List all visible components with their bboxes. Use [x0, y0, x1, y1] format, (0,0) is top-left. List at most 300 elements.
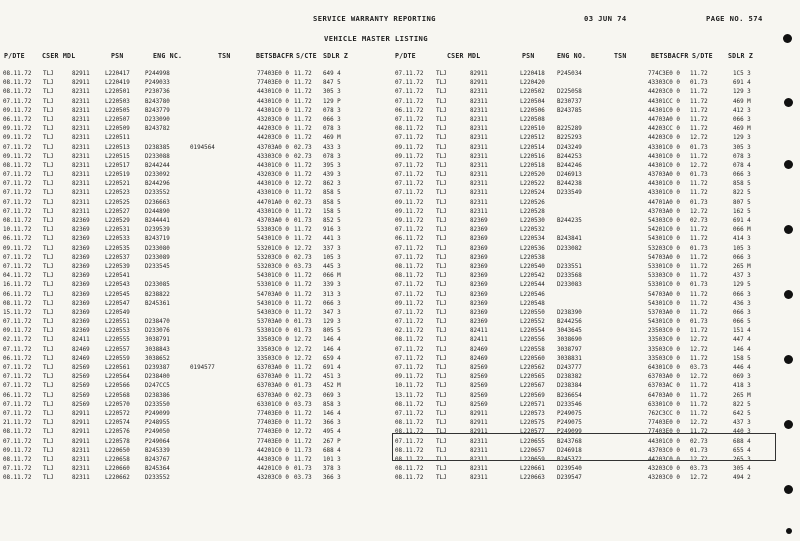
cell-pdte: 08.11.72 [395, 126, 424, 133]
col-header-tsn-right: TSN [614, 52, 627, 60]
cell-sdlr: 858 3 [323, 401, 341, 408]
table-row [0, 474, 800, 483]
cell-mdl: 82569 [470, 365, 488, 371]
cell-bets: 43703A0 0 [257, 144, 289, 151]
cell-psn: L220501 [105, 89, 130, 96]
table-row [0, 107, 800, 116]
cell-mdl: 82369 [72, 291, 90, 298]
table-row [0, 300, 800, 309]
cell-sdte: 11.72 [690, 236, 708, 243]
cell-sdte: 11.72 [294, 291, 312, 298]
cell-eng: D238385 [145, 144, 170, 151]
cell-eng: D243249 [557, 144, 582, 151]
cell-psn: L220541 [105, 273, 130, 280]
cell-eng: B244253 [557, 153, 582, 160]
cell-eng: B243782 [145, 126, 170, 133]
cell-sdte: 12.72 [690, 162, 708, 169]
cell-psn: L220518 [520, 162, 545, 169]
cell-sdte: 01.73 [690, 172, 708, 179]
cell-sdlr: 655 4 [733, 447, 751, 454]
cell-mdl: 82569 [470, 401, 488, 408]
cell-sdlr: 433 3 [323, 144, 341, 151]
cell-bets: 43203C0 0 [257, 172, 289, 179]
cell-pdte: 09.11.72 [3, 328, 32, 335]
cell-sdlr: 439 3 [323, 172, 341, 179]
cell-bets: 77403E0 0 [257, 80, 289, 87]
cell-sdlr: 146 4 [323, 346, 341, 353]
cell-mdl: 82411 [470, 328, 488, 335]
cell-sdlr: 688 4 [733, 438, 751, 445]
cell-sdte: 11.72 [294, 227, 312, 234]
cell-bets: 63703AC 0 [648, 383, 680, 390]
cell-cser: TLJ [436, 245, 447, 252]
cell-mdl: 82311 [470, 116, 488, 123]
cell-cser: TLJ [43, 392, 54, 399]
cell-psn: L220509 [105, 126, 130, 133]
cell-psn: L220524 [520, 190, 545, 197]
cell-eng: 3038791 [145, 337, 170, 344]
cell-sdlr: 688 4 [323, 447, 341, 454]
cell-pdte: 21.11.72 [3, 420, 32, 427]
cell-psn: L220659 [520, 456, 545, 463]
cell-bets: 43703C0 0 [648, 447, 680, 454]
cell-bets: 53303C0 0 [648, 273, 680, 280]
cell-eng: P249064 [145, 438, 170, 445]
cell-psn: L220545 [105, 291, 130, 298]
cell-cser: TLJ [43, 107, 54, 114]
cell-sdlr: 441 3 [323, 236, 341, 243]
cell-pdte: 08.11.72 [395, 401, 424, 408]
table-row [0, 125, 800, 134]
cell-pdte: 06.11.72 [3, 236, 32, 243]
cell-pdte: 07.11.72 [395, 355, 424, 362]
cell-sdlr: 437 3 [733, 273, 751, 280]
table-row [0, 346, 800, 355]
cell-psn: L220531 [105, 227, 130, 234]
cell-cser: TLJ [43, 383, 54, 390]
cell-psn: L220503 [105, 98, 130, 105]
cell-cser: TLJ [436, 355, 447, 362]
cell-mdl: 82569 [72, 365, 90, 371]
cell-eng: B244246 [557, 162, 582, 169]
cell-psn: L220540 [520, 263, 545, 270]
cell-bets: 54301C0 0 [648, 236, 680, 243]
cell-sdte: 02.73 [294, 199, 312, 206]
cell-eng: D243777 [557, 365, 582, 371]
cell-bets: 54703A0 0 [257, 291, 289, 298]
cell-cser: TLJ [436, 466, 447, 473]
cell-eng: D233552 [145, 475, 170, 482]
cell-sdlr: 1C5 3 [733, 71, 751, 77]
cell-sdlr: 691 4 [733, 80, 751, 87]
cell-sdlr: 414 3 [733, 236, 751, 243]
cell-pdte: 07.11.72 [3, 401, 32, 408]
cell-bets: 53301C0 0 [648, 263, 680, 270]
table-row [0, 153, 800, 162]
cell-eng: 3043645 [557, 328, 582, 335]
cell-eng: D233545 [145, 263, 170, 270]
cell-psn: L220522 [520, 181, 545, 188]
cell-cser: TLJ [43, 438, 54, 445]
cell-sdte: 11.72 [294, 89, 312, 96]
cell-bets: 63703A0 0 [257, 383, 289, 390]
cell-psn: L220539 [105, 263, 130, 270]
cell-mdl: 82369 [72, 245, 90, 252]
cell-sdte: 12.72 [294, 355, 312, 362]
cell-psn: L220561 [105, 365, 130, 371]
cell-cser: TLJ [436, 410, 447, 417]
cell-eng: B230737 [557, 98, 582, 105]
cell-sdlr: 265 3 [733, 456, 751, 463]
cell-sdlr: 146 4 [733, 346, 751, 353]
cell-eng: P248955 [145, 420, 170, 427]
cell-cser: TLJ [43, 208, 54, 215]
cell-sdte: 11.72 [294, 190, 312, 197]
cell-bets: 23503C0 0 [648, 328, 680, 335]
cell-sdte: 11.72 [294, 208, 312, 215]
cell-bets: 53203C0 0 [257, 254, 289, 261]
cell-pdte: 07.11.72 [3, 438, 32, 445]
cell-psn: L220572 [105, 410, 130, 417]
cell-sdlr: 436 3 [733, 300, 751, 307]
cell-psn: L220527 [105, 208, 130, 215]
cell-pdte: 08.11.72 [3, 456, 32, 463]
cell-psn: L220569 [520, 392, 545, 399]
cell-psn: L220571 [520, 401, 545, 408]
cell-sdlr: 469 M [323, 135, 341, 142]
cell-mdl: 82469 [470, 346, 488, 353]
cell-bets: 63301C0 0 [648, 401, 680, 408]
cell-sdte: 11.72 [294, 300, 312, 307]
table-row [0, 134, 800, 143]
cell-pdte: 09.11.72 [395, 218, 424, 224]
cell-bets: 77403E0 0 [648, 420, 680, 427]
table-row [0, 180, 800, 189]
col-header-sdlr-left: SDLR Z [323, 52, 349, 60]
cell-cser: TLJ [436, 273, 447, 280]
cell-eng: D239540 [557, 466, 582, 473]
cell-cser: TLJ [436, 300, 447, 307]
punch-hole [784, 225, 793, 234]
cell-sdlr: 305 3 [733, 144, 751, 151]
cell-mdl: 82369 [470, 227, 488, 234]
cell-pdte: 08.11.72 [3, 218, 32, 224]
cell-cser: TLJ [436, 116, 447, 123]
cell-sdlr: 078 4 [733, 162, 751, 169]
cell-sdlr: 129 3 [733, 89, 751, 96]
cell-pdte: 07.11.72 [395, 282, 424, 289]
cell-pdte: 07.11.72 [3, 374, 32, 381]
cell-bets: 44203CC 0 [648, 126, 680, 133]
cell-sdte: 11.72 [294, 456, 312, 463]
cell-psn: L220658 [105, 456, 130, 463]
cell-sdlr: 069 3 [323, 392, 341, 399]
cell-mdl: 82569 [72, 401, 90, 408]
table-row [0, 373, 800, 382]
cell-bets: 53703A0 0 [648, 309, 680, 316]
cell-bets: 53203C0 0 [257, 263, 289, 270]
cell-cser: TLJ [43, 153, 54, 160]
cell-pdte: 07.11.72 [395, 162, 424, 169]
cell-sdte: 11.72 [294, 420, 312, 427]
cell-mdl: 82311 [72, 208, 90, 215]
cell-sdte: 03.73 [294, 263, 312, 270]
cell-sdte: 11.72 [690, 300, 708, 307]
cell-mdl: 82311 [72, 475, 90, 482]
table-row [0, 309, 800, 318]
cell-mdl: 82911 [72, 429, 90, 436]
highlight-box [392, 433, 776, 461]
cell-eng: 3038797 [557, 346, 582, 353]
cell-psn: L220530 [520, 218, 545, 224]
cell-sdlr: 129 3 [733, 135, 751, 142]
cell-cser: TLJ [43, 365, 54, 371]
cell-sdlr: 659 4 [323, 355, 341, 362]
cell-psn: L220507 [105, 116, 130, 123]
cell-eng: B225289 [557, 126, 582, 133]
punch-hole [784, 160, 793, 169]
cell-sdte: 01.73 [690, 319, 708, 326]
cell-psn: L220519 [105, 172, 130, 179]
cell-mdl: 82311 [72, 126, 90, 133]
cell-mdl: 82369 [470, 254, 488, 261]
table-row [0, 226, 800, 235]
cell-tsn: 0194577 [190, 365, 215, 371]
cell-mdl: 82311 [72, 190, 90, 197]
cell-mdl: 82311 [470, 181, 488, 188]
page-number: PAGE NO. 574 [706, 14, 763, 23]
cell-cser: TLJ [43, 429, 54, 436]
cell-cser: TLJ [436, 162, 447, 169]
cell-pdte: 07.11.72 [3, 144, 32, 151]
cell-bets: 43203C0 0 [648, 475, 680, 482]
cell-pdte: 07.11.72 [395, 438, 424, 445]
cell-bets: 54301C0 0 [257, 236, 289, 243]
table-row [0, 291, 800, 300]
cell-eng: D244890 [145, 208, 170, 215]
cell-eng: D233546 [557, 401, 582, 408]
cell-mdl: 82569 [72, 383, 90, 390]
cell-pdte: 16.11.72 [3, 282, 32, 289]
cell-sdlr: 418 3 [733, 383, 751, 390]
cell-bets: 44201C0 0 [257, 466, 289, 473]
cell-sdlr: 305 4 [733, 466, 751, 473]
cell-bets: 43703A0 0 [648, 172, 680, 179]
cell-pdte: 06.11.72 [3, 392, 32, 399]
cell-cser: TLJ [43, 466, 54, 473]
cell-sdte: 11.72 [690, 392, 708, 399]
cell-cser: TLJ [43, 116, 54, 123]
cell-pdte: 07.11.72 [3, 172, 32, 179]
cell-sdte: 11.72 [690, 181, 708, 188]
cell-bets: 44203C0 0 [648, 135, 680, 142]
cell-sdte: 01.73 [690, 245, 708, 252]
cell-sdte: 12.72 [690, 456, 708, 463]
cell-pdte: 07.11.72 [395, 181, 424, 188]
cell-sdlr: 146 4 [323, 337, 341, 344]
cell-bets: 54201C0 0 [648, 227, 680, 234]
cell-eng: D233080 [145, 245, 170, 252]
cell-eng: D233090 [145, 116, 170, 123]
cell-bets: 54301C0 0 [648, 300, 680, 307]
cell-psn: L220548 [520, 300, 545, 307]
cell-bets: 54703A0 0 [648, 291, 680, 298]
cell-psn: L220553 [105, 328, 130, 335]
cell-sdlr: 469 M [733, 98, 751, 105]
cell-mdl: 82911 [470, 71, 488, 77]
table-row [0, 318, 800, 327]
cell-sdlr: 495 4 [323, 429, 341, 436]
cell-eng: D236663 [145, 199, 170, 206]
table-row [0, 70, 800, 79]
cell-sdlr: 691 4 [323, 365, 341, 371]
cell-cser: TLJ [436, 475, 447, 482]
cell-bets: 44303C0 0 [257, 456, 289, 463]
report-title: SERVICE WARRANTY REPORTING [313, 14, 436, 23]
cell-mdl: 82311 [72, 199, 90, 206]
table-row [0, 245, 800, 254]
cell-mdl: 82911 [72, 80, 90, 87]
cell-cser: TLJ [43, 254, 54, 261]
table-row [0, 98, 800, 107]
cell-sdte: 11.72 [690, 71, 708, 77]
cell-cser: TLJ [43, 190, 54, 197]
cell-psn: L220650 [105, 447, 130, 454]
cell-bets: 43301C0 0 [257, 190, 289, 197]
cell-bets: 43703A0 0 [648, 208, 680, 215]
cell-cser: TLJ [43, 144, 54, 151]
cell-psn: L220556 [520, 337, 545, 344]
cell-eng: P249075 [557, 420, 582, 427]
cell-pdte: 07.11.72 [395, 254, 424, 261]
cell-cser: TLJ [436, 263, 447, 270]
cell-sdlr: 066 M [323, 273, 341, 280]
cell-bets: 43301C0 0 [257, 208, 289, 215]
cell-sdlr: 129 5 [733, 282, 751, 289]
cell-cser: TLJ [43, 374, 54, 381]
cell-mdl: 82311 [72, 447, 90, 454]
cell-mdl: 82311 [470, 208, 488, 215]
table-row [0, 217, 800, 226]
cell-eng: D233552 [145, 190, 170, 197]
cell-cser: TLJ [43, 291, 54, 298]
cell-eng: D239547 [557, 475, 582, 482]
cell-cser: TLJ [43, 89, 54, 96]
col-header-cser-right: CSER MDL [447, 52, 481, 60]
cell-eng: D233568 [557, 273, 582, 280]
cell-pdte: 07.11.72 [3, 254, 32, 261]
cell-mdl: 82311 [72, 456, 90, 463]
cell-mdl: 82311 [72, 172, 90, 179]
cell-eng: D238382 [557, 374, 582, 381]
cell-sdlr: 691 4 [733, 218, 751, 224]
cell-psn: L220538 [520, 254, 545, 261]
cell-mdl: 82311 [72, 153, 90, 160]
cell-eng: D246913 [557, 172, 582, 179]
table-row [0, 401, 800, 410]
cell-mdl: 82369 [72, 227, 90, 234]
cell-mdl: 82311 [72, 162, 90, 169]
cell-pdte: 07.11.72 [3, 410, 32, 417]
cell-mdl: 82311 [72, 144, 90, 151]
cell-mdl: 82369 [72, 282, 90, 289]
cell-cser: TLJ [43, 456, 54, 463]
cell-mdl: 82311 [470, 126, 488, 133]
cell-pdte: 07.11.72 [395, 365, 424, 371]
cell-pdte: 06.11.72 [395, 236, 424, 243]
cell-eng: 3038690 [557, 337, 582, 344]
cell-eng: B244244 [145, 162, 170, 169]
cell-eng: D233551 [557, 263, 582, 270]
cell-pdte: 07.11.72 [3, 346, 32, 353]
cell-pdte: 09.11.72 [395, 144, 424, 151]
table-row [0, 171, 800, 180]
cell-cser: TLJ [436, 346, 447, 353]
cell-bets: 53301C0 0 [257, 328, 289, 335]
cell-psn: L220543 [105, 282, 130, 289]
cell-pdte: 09.11.72 [3, 245, 32, 252]
cell-psn: L220554 [520, 328, 545, 335]
col-header-pdte-left: P/DTE [4, 52, 25, 60]
cell-sdte: 01.73 [690, 282, 708, 289]
cell-pdte: 13.11.72 [395, 392, 424, 399]
cell-pdte: 07.11.72 [3, 190, 32, 197]
cell-sdlr: 337 3 [323, 245, 341, 252]
cell-pdte: 07.11.72 [395, 89, 424, 96]
cell-psn: L220535 [105, 245, 130, 252]
cell-cser: TLJ [43, 328, 54, 335]
cell-eng: 3038843 [145, 346, 170, 353]
cell-psn: L220504 [520, 98, 545, 105]
cell-mdl: 82311 [72, 98, 90, 105]
cell-eng: D239539 [145, 227, 170, 234]
cell-sdte: 11.72 [294, 126, 312, 133]
cell-psn: L220417 [105, 71, 130, 77]
cell-sdte: 11.72 [690, 263, 708, 270]
cell-sdlr: 366 3 [323, 475, 341, 482]
cell-mdl: 82411 [470, 337, 488, 344]
cell-eng: B236654 [557, 392, 582, 399]
cell-bets: 63301C0 0 [257, 401, 289, 408]
cell-mdl: 82311 [470, 162, 488, 169]
cell-psn: L220565 [520, 374, 545, 381]
cell-pdte: 08.11.72 [3, 80, 32, 87]
cell-mdl: 82311 [470, 135, 488, 142]
cell-pdte: 07.11.72 [395, 346, 424, 353]
cell-psn: L220542 [520, 273, 545, 280]
cell-sdte: 11.72 [294, 438, 312, 445]
cell-pdte: 02.11.72 [3, 337, 32, 344]
table-row [0, 327, 800, 336]
cell-sdte: 02.73 [294, 392, 312, 399]
cell-mdl: 82569 [470, 374, 488, 381]
cell-cser: TLJ [436, 383, 447, 390]
cell-psn: L220566 [105, 383, 130, 390]
cell-sdlr: 066 3 [733, 291, 751, 298]
cell-sdte: 01.73 [294, 328, 312, 335]
cell-pdte: 09.11.72 [3, 126, 32, 133]
col-header-bets-right: BETSBACFR [651, 52, 689, 60]
cell-psn: L220508 [520, 116, 545, 123]
cell-pdte: 07.11.72 [3, 263, 32, 270]
cell-bets: 63703A0 0 [257, 392, 289, 399]
cell-psn: L220505 [105, 107, 130, 114]
cell-sdte: 12.72 [690, 346, 708, 353]
cell-sdlr: 105 3 [323, 254, 341, 261]
cell-pdte: 09.11.72 [3, 153, 32, 160]
cell-pdte: 06.11.72 [3, 116, 32, 123]
table-row [0, 364, 800, 373]
